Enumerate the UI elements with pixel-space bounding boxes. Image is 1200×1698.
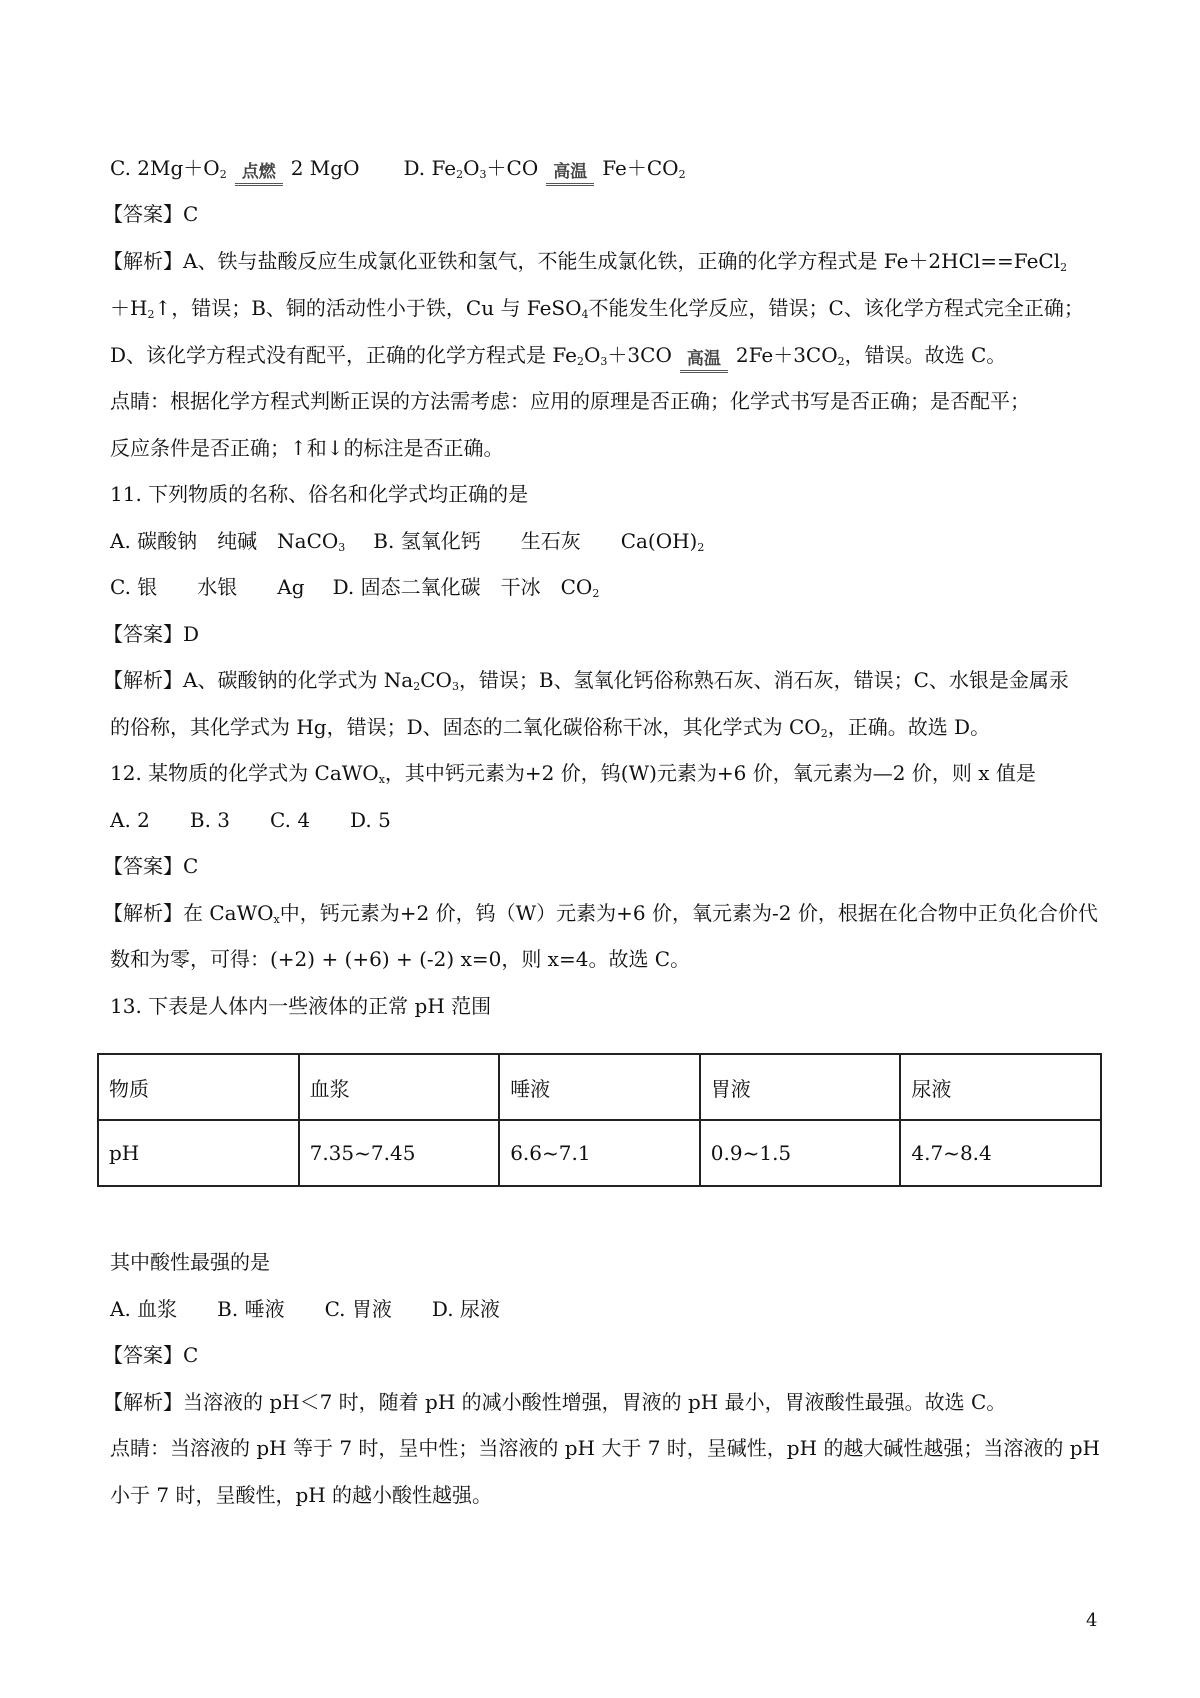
- q13-explanation: 【解析】当溶液的 pH＜7 时，随着 pH 的减小酸性增强，胃液的 pH 最小，胃液酸性最强。故选 C。: [103, 1390, 1007, 1414]
- table-header-cell: 胃液: [700, 1054, 901, 1120]
- q13-note-line2: 小于 7 时，呈酸性，pH 的越小酸性越强。: [110, 1483, 493, 1507]
- table-header-cell: 尿液: [900, 1054, 1101, 1120]
- q12-answer: 【答案】C: [103, 854, 199, 878]
- table-cell: 0.9~1.5: [700, 1120, 901, 1186]
- q11-answer: 【答案】D: [103, 622, 200, 646]
- q11-options-ab: A. 碳酸钠 纯碱 NaCO$_3$ B. 氢氧化钙 生石灰 $Ca(OH)_2$: [110, 529, 705, 554]
- q11-stem: 11. 下列物质的名称、俗名和化学式均正确的是: [110, 482, 529, 506]
- page-number: 4: [1086, 1610, 1098, 1631]
- q13-note-line1: 点睛：当溶液的 pH 等于 7 时，呈中性；当溶液的 pH 大于 7 时，呈碱性，pH 的越大碱性越强；当溶液的 pH: [110, 1436, 1100, 1460]
- q10-explanation-line1: 【解析】A、铁与盐酸反应生成氯化亚铁和氢气，不能生成氯化铁，正确的化学方程式是 Fe＋2HCl==FeCl$_2$: [103, 249, 1068, 274]
- table-header-cell: 血浆: [299, 1054, 500, 1120]
- table-cell: 4.7~8.4: [900, 1120, 1101, 1186]
- q12-stem: 12. 某物质的化学式为 CaWO$_x$，其中钙元素为+2 价，钨(W)元素为+6 价，氧元素为—2 价，则 x 值是: [110, 761, 1036, 786]
- q10-explanation-line3: D、该化学方程式没有配平，正确的化学方程式是 $Fe_2O_3+3CO$ 高温 $2Fe+3CO_2$，错误。故选 C。: [110, 340, 1110, 373]
- q10-options-cd: C. $2Mg+O_2$ 点燃 2 MgO D. $Fe_2O_3+CO$ 高温 $Fe+CO_2$: [110, 153, 1110, 186]
- reaction-condition-high-temp: 高温: [546, 164, 594, 186]
- q11-explanation-line1: 【解析】A、碳酸钠的化学式为 $Na_2CO_3$，错误；B、氢氧化钙俗称熟石灰、消石灰，错误；C、水银是金属汞: [103, 668, 1069, 693]
- q13-answer: 【答案】C: [103, 1343, 199, 1367]
- table-cell: 6.6~7.1: [499, 1120, 700, 1186]
- table-row: [98, 1120, 1101, 1186]
- table-header-row: [98, 1054, 1101, 1120]
- q10-explanation-line2: $+H_2↑$，错误；B、铜的活动性小于铁，Cu 与 FeSO$_4$不能发生化学反应，错误；C、该化学方程式完全正确；: [110, 296, 1084, 321]
- table-cell: 7.35~7.45: [299, 1120, 500, 1186]
- ph-range-table: [97, 1053, 1102, 1187]
- q13-question: 其中酸性最强的是: [110, 1250, 270, 1274]
- q13-options: A. 血浆 B. 唾液 C. 胃液 D. 尿液: [110, 1297, 500, 1321]
- q12-options: A. 2 B. 3 C. 4 D. 5: [110, 808, 391, 832]
- reaction-condition-ignite: 点燃: [235, 164, 283, 186]
- q11-options-cd: C. 银 水银 Ag D. 固态二氧化碳 干冰 $CO_2$: [110, 575, 600, 600]
- q12-explanation-line1: 【解析】在 CaWO$_x$中，钙元素为+2 价，钨（W）元素为+6 价，氧元素为-2 价，根据在化合物中正负化合价代: [103, 901, 1098, 926]
- q10-answer: 【答案】C: [103, 202, 199, 226]
- q12-explanation-line2: 数和为零，可得：(+2) + (+6) + (-2) x=0，则 x=4。故选 C。: [110, 947, 691, 971]
- q13-stem: 13. 下表是人体内一些液体的正常 pH 范围: [110, 994, 492, 1018]
- q10-note-line1: 点睛：根据化学方程式判断正误的方法需考虑：应用的原理是否正确；化学式书写是否正确；是否配平；: [110, 389, 1030, 413]
- table-cell: pH: [98, 1120, 299, 1186]
- reaction-condition-high-temp: 高温: [680, 351, 728, 373]
- table-header-cell: 唾液: [499, 1054, 700, 1120]
- q10-note-line2: 反应条件是否正确；↑和↓的标注是否正确。: [110, 436, 504, 460]
- table-header-cell: 物质: [98, 1054, 299, 1120]
- q11-explanation-line2: 的俗称，其化学式为 Hg，错误；D、固态的二氧化碳俗称干冰，其化学式为 $CO_2$，正确。故选 D。: [110, 715, 991, 740]
